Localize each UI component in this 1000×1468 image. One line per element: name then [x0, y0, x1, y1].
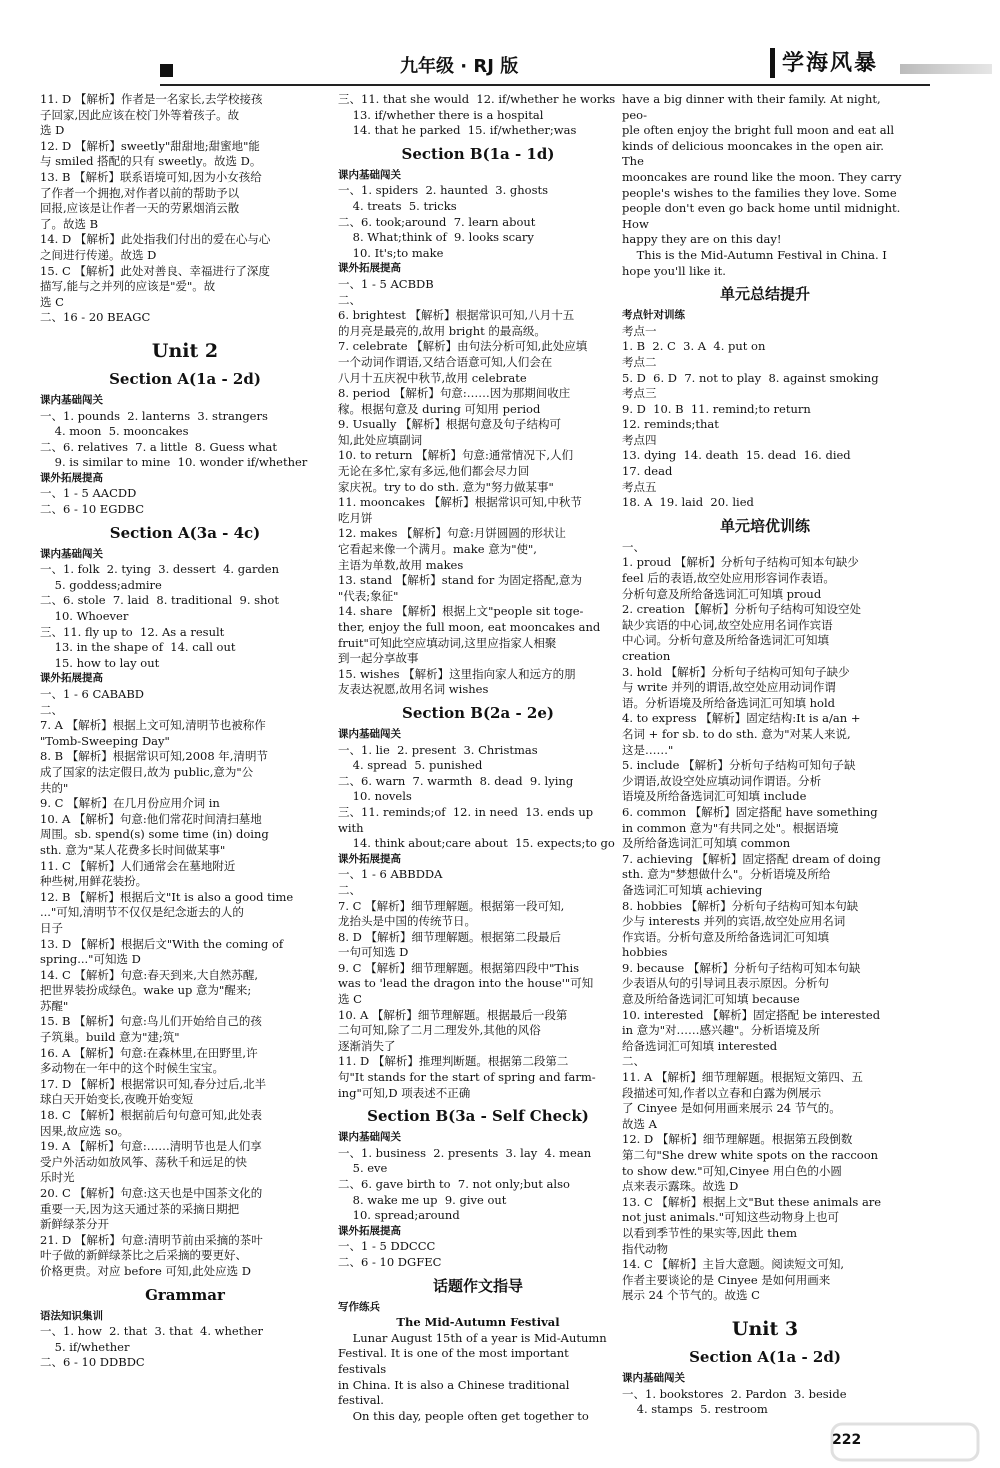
answer-line: 考点三	[622, 386, 657, 401]
answer-line: 5. include 【解析】分析句子结构可知句子缺	[622, 758, 856, 773]
answer-line: 4. stamps 5. restroom	[622, 1402, 768, 1417]
answer-line: 之间进行传递。故选 D	[40, 247, 157, 262]
answer-line: 展示 24 个节气的。故选 C	[622, 1288, 760, 1303]
answer-line: in 意为"对……感兴趣"。分析语境及所	[622, 1023, 820, 1038]
answer-line: 2. creation 【解析】分析句子结构可知设空处	[622, 602, 862, 617]
answer-line: 5. eve	[338, 1161, 388, 1176]
answer-line: 11. D 【解析】作者是一名家长,去学校接孩	[40, 92, 263, 106]
header-grade: 九年级 · RJ 版	[400, 56, 519, 77]
answer-line: 10. Whoever	[40, 609, 129, 624]
answer-line: 一、	[622, 539, 645, 554]
subsection-label: 课内基础闯关	[40, 547, 103, 560]
answer-line: 16. A 【解析】句意:在森林里,在田野里,许	[40, 1045, 258, 1060]
answer-line: 知,此处应填副词	[338, 432, 423, 447]
answer-line: sth. 意为"梦想做什么"。分析语境及所给	[622, 867, 831, 882]
answer-line: 7. celebrate 【解析】由句法分析可知,此处应填	[338, 339, 588, 354]
section-heading: Section B(1a - 1d)	[401, 144, 555, 163]
answer-line: 少谓语,故设空处应填动词作谓语。分析	[622, 773, 822, 788]
answer-line: 1. B 2. C 3. A 4. put on	[622, 339, 766, 354]
answer-line: 名词 + for sb. to do sth. 意为"对某人来说,	[622, 726, 851, 741]
section-heading: Section A(1a - 2d)	[689, 1347, 841, 1366]
answer-line: 8. wake me up 9. give out	[338, 1192, 507, 1207]
answer-line: 二、6 - 10 DDBDC	[40, 1355, 145, 1370]
subsection-label: 课外拓展提高	[40, 471, 103, 484]
answer-line: 10. novels	[338, 789, 412, 804]
answer-line: 一、1. business 2. presents 3. lay 4. mean	[338, 1145, 592, 1160]
answer-line: 20. C 【解析】句意:这天也是中国茶文化的	[40, 1186, 263, 1200]
answer-line: 三、11. that she would 12. if/whether he works	[338, 92, 616, 106]
answer-line: ing"可知,D 项表述不正确	[338, 1085, 471, 1100]
section-heading: Section B(2a - 2e)	[402, 703, 554, 722]
answer-line: 13. D 【解析】根据后文"With the coming of	[40, 936, 284, 951]
answer-line: 13. dying 14. death 15. dead 16. died	[622, 448, 851, 463]
answer-line: 缺少宾语的中心词,故空处应用名词作宾语	[622, 617, 833, 632]
answer-line: 二、	[622, 1054, 645, 1069]
answer-line: 15. C 【解析】此处对善良、幸福进行了深度	[40, 263, 270, 278]
answer-line: 11. mooncakes 【解析】根据常识可知,中秋节	[338, 495, 582, 510]
answer-line: 二、6. warn 7. warmth 8. dead 9. lying	[338, 773, 574, 788]
subsection-label: 写作练兵	[338, 1300, 380, 1313]
answer-line: 把世界装扮成绿色。wake up 意为"醒来;	[40, 983, 252, 998]
answer-line: 10. A 【解析】句意:他们常花时间清扫墓地	[40, 811, 262, 826]
answer-line: 了 Cinyee 是如何用画来展示 24 节气的。	[622, 1101, 841, 1116]
answer-line: 多动物在一年中的这个时候生宝宝。	[40, 1061, 224, 1076]
answer-line: 15. wishes 【解析】这里指向家人和远方的朋	[338, 666, 576, 681]
answer-line: 它看起来像一个满月。make 意为"使",	[338, 542, 537, 557]
answer-line: 重要一天,因为这天通过茶的采摘日期把	[40, 1201, 240, 1216]
answer-line: 二句可知,除了二月二理发外,其他的风俗	[338, 1023, 541, 1038]
section-heading: Grammar	[145, 1285, 225, 1304]
header-rule	[160, 84, 930, 86]
answer-column-middle	[338, 92, 618, 1424]
answer-line: 因果,故应选 so。	[40, 1123, 130, 1138]
answer-line: Lunar August 15th of a year is Mid-Autumn	[338, 1330, 607, 1345]
answer-line: was to 'lead the dragon into the house'"可知	[338, 976, 594, 991]
section-heading: Section A(3a - 4c)	[109, 523, 261, 542]
answer-line: 叶子做的新鲜绿茶比之后采摘的要更好、	[40, 1248, 247, 1263]
answer-line: 8. D 【解析】细节理解题。根据第二段最后	[338, 929, 562, 944]
answer-line: 14. share 【解析】根据上文"people sit toge-	[338, 604, 584, 619]
brand-logo-text: 学海风暴	[782, 51, 879, 76]
answer-line: people's wishes to the families they love. Some	[622, 185, 897, 200]
answer-line: happy they are on this day!	[622, 232, 782, 247]
answer-line: 语。分析语境及所给备选词汇可知填 hold	[622, 695, 836, 710]
answer-line: feel 后的表语,故空处应用形容词作表语。	[622, 571, 835, 586]
answer-line: 周围。sb. spend(s) some time (in) doing	[40, 827, 269, 842]
answer-line: 14. think about;care about 15. expects;to go	[338, 836, 615, 851]
subsection-label: 课内基础闯关	[338, 1131, 401, 1144]
answer-line: 家庆祝。try to do sth. 意为"努力做某事"	[338, 479, 554, 494]
answer-line: 与 smiled 搭配的只有 sweetly。故选 D。	[40, 154, 262, 169]
answer-line: 备选词汇可知填 achieving	[622, 882, 763, 897]
answer-line: 9. is similar to mine 10. wonder if/whether	[40, 455, 308, 470]
answer-line: 苏醒"	[40, 998, 69, 1013]
answer-line: 逐渐消失了	[338, 1038, 396, 1053]
answer-line: 7. C 【解析】细节理解题。根据第一段可知,	[338, 898, 565, 913]
answer-line: 一、1 - 6 CABABD	[40, 687, 145, 701]
answer-line: hope you'll like it.	[622, 263, 726, 278]
answer-line: 14. D 【解析】此处指我们付出的爱在心与心	[40, 232, 271, 247]
subsection-label: 语法知识集训	[40, 1309, 103, 1322]
answer-line: 二、	[40, 702, 63, 717]
section-heading: Section B(3a - Self Check)	[367, 1107, 589, 1126]
answer-line: 龙抬头是中国的传统节日。	[338, 914, 476, 929]
answer-line: 吃月饼	[338, 510, 373, 525]
answer-line: 4. treats 5. tricks	[338, 198, 457, 213]
answer-line: 5. if/whether	[40, 1339, 130, 1354]
answer-line: 三、11. fly up to 12. As a result	[40, 624, 225, 639]
answer-line: 共的"	[40, 780, 69, 795]
answer-line: 17. D 【解析】根据常识可知,春分过后,北半	[40, 1076, 267, 1091]
answer-line: 4. to express 【解析】固定结构:It is a/an +	[622, 711, 861, 726]
answer-line: 11. D 【解析】推理判断题。根据第二段第二	[338, 1054, 569, 1069]
answer-line: 10. to return 【解析】句意:通常情况下,人们	[338, 448, 574, 463]
answer-line: 到一起分享故事	[338, 651, 419, 666]
answer-line: 语境及所给备选词汇可知填 include	[622, 789, 807, 804]
answer-line: 一、1. spiders 2. haunted 3. ghosts	[338, 183, 548, 198]
answer-line: 考点一	[622, 323, 657, 338]
answer-line: 日子	[40, 920, 63, 935]
answer-line: 无论在多忙,家有多远,他们都会尽力回	[338, 464, 530, 479]
subsection-label: 课外拓展提高	[338, 852, 401, 865]
answer-line: 句"It stands for the start of spring and farm-	[338, 1070, 596, 1085]
answer-line: 10. A 【解析】细节理解题。根据最后一段第	[338, 1007, 568, 1022]
answer-line: 8. hobbies 【解析】分析句子结构可知本句缺	[622, 898, 859, 913]
answer-line: 考点二	[622, 354, 657, 369]
answer-line: 15. B 【解析】句意:鸟儿们开始给自己的孩	[40, 1014, 262, 1029]
subsection-label: 课内基础闯关	[338, 168, 401, 181]
answer-line: 二、6. gave birth to 7. not only;but also	[338, 1177, 570, 1191]
answer-line: in China. It is also a Chinese traditional festival.	[338, 1377, 574, 1408]
answer-line: mooncakes are round like the moon. They carry	[622, 169, 902, 184]
answer-line: 6. brightest 【解析】根据常识可知,八月十五	[338, 308, 575, 323]
answer-line: 8. B 【解析】根据常识可知,2008 年,清明节	[40, 749, 268, 764]
answer-line: 17. dead	[622, 464, 673, 479]
answer-line: 作者主要谈论的是 Cinyee 是如何用画来	[622, 1272, 831, 1287]
answer-line: 7. A 【解析】根据上文可知,清明节也被称作	[40, 718, 266, 733]
answer-line: 考点四	[622, 432, 657, 447]
page-header	[0, 0, 1000, 96]
subsection-label: 课外拓展提高	[338, 1224, 401, 1237]
section-heading: 单元总结提升	[719, 285, 810, 304]
essay-title: The Mid-Autumn Festival	[396, 1315, 560, 1330]
answer-line: sth. 意为"某人花费多长时间做某事"	[40, 842, 226, 857]
answer-line: not just animals."可知这些动物身上也可	[622, 1210, 839, 1225]
answer-column-right	[622, 92, 908, 1418]
answer-line: 这是……"	[622, 742, 674, 757]
subsection-label: 课外拓展提高	[338, 262, 401, 275]
answer-line: 14. C 【解析】句意:春天到来,大自然苏醒,	[40, 967, 259, 982]
answer-line: 主语为单数,故用 makes	[338, 557, 464, 572]
answer-line: 一、1. pounds 2. lanterns 3. strangers	[40, 408, 268, 423]
answer-line: 分析句意及所给备选词汇可知填 proud	[622, 586, 822, 601]
page-number: 222	[832, 1432, 862, 1448]
answer-line: ..."可知,清明节不仅仅是纪念逝去的人的	[40, 905, 244, 920]
answer-line: 一、1 - 5 DDCCC	[338, 1239, 436, 1254]
answer-line: 给备选词汇可知填 interested	[622, 1038, 778, 1053]
answer-line: 受户外活动如放风筝、荡秋千和远足的快	[40, 1154, 247, 1169]
answer-line: ple often enjoy the bright full moon and eat all	[622, 123, 895, 138]
answer-line: 的月亮是最亮的,故用 bright 的最高级。	[338, 323, 546, 338]
answer-line: 12. D 【解析】sweetly"甜甜地;甜蜜地"能	[40, 138, 260, 153]
unit-heading: Unit 2	[151, 339, 219, 362]
answer-line: 15. how to lay out	[40, 655, 160, 670]
answer-line: 12. B 【解析】根据后文"It is also a good time	[40, 889, 294, 904]
answer-line: 3. hold 【解析】分析句子结构可知句子缺少	[622, 664, 850, 679]
answer-line: 10. interested 【解析】固定搭配 be interested	[622, 1007, 881, 1022]
answer-line: 9. Usually 【解析】根据句意及句子结构可	[338, 417, 561, 432]
answer-line: 6. common 【解析】固定搭配 have something	[622, 804, 878, 819]
subsection-label: 课内基础闯关	[622, 1371, 685, 1384]
answer-line: 三、11. reminds;of 12. in need 13. ends up with	[338, 804, 597, 835]
answer-line: 新鲜绿茶分开	[40, 1217, 109, 1232]
answer-line: 成了国家的法定假日,故为 public,意为"公	[40, 764, 254, 779]
header-gradient-band	[900, 64, 992, 74]
answer-line: 子回家,因此应该在校门外等着孩子。故	[40, 107, 240, 122]
subsection-label: 课内基础闯关	[338, 727, 401, 740]
answer-line: 指代动物	[622, 1241, 668, 1256]
answer-line: 二、6. took;around 7. learn about	[338, 214, 536, 229]
answer-line: 18. A 19. laid 20. lied	[622, 495, 754, 510]
answer-line: 13. if/whether there is a hospital	[338, 107, 544, 122]
answer-line: 一、1 - 5 AACDD	[40, 486, 137, 501]
answer-line: 二、	[338, 292, 361, 307]
answer-line: 9. D 10. B 11. remind;to return	[622, 401, 811, 416]
answer-line: 及所给备选词汇可知填 common	[622, 836, 791, 851]
answer-line: 8. What;think of 9. looks scary	[338, 230, 534, 245]
answer-line: hobbies	[622, 945, 668, 960]
answer-line: ther, enjoy the full moon, eat mooncakes and	[338, 620, 601, 634]
answer-line: 少表语从句的引导词且表示原因。分析句	[622, 976, 829, 991]
answer-line: This is the Mid-Autumn Festival in China. I	[622, 247, 887, 262]
answer-line: 12. D 【解析】细节理解题。根据第五段倒数	[622, 1132, 853, 1147]
answer-line: 5. goddess;admire	[40, 577, 162, 592]
answer-line: 与 write 并列的谓语,故空处应用动词作谓	[622, 680, 836, 695]
answer-line: 八月十五庆祝中秋节,故用 celebrate	[338, 370, 527, 385]
answer-line: 以看到季节性的果实等,因此 them	[622, 1225, 798, 1240]
answer-line: 12. reminds;that	[622, 417, 719, 432]
brand-bar	[770, 48, 775, 78]
answer-line: 种些树,用鲜花装扮。	[40, 874, 148, 889]
answer-line: 9. C 【解析】在几月份应用介词 in	[40, 796, 220, 811]
answer-line: 19. A 【解析】句意:……清明节也是人们享	[40, 1139, 262, 1154]
answer-line: 13. stand 【解析】stand for 为固定搭配,意为	[338, 573, 583, 588]
answer-line: 14. C 【解析】主旨大意题。阅读短文可知,	[622, 1257, 845, 1272]
answer-line: 选 C	[40, 294, 64, 309]
answer-line: 了作者一个拥抱,对作者以前的帮助予以	[40, 185, 240, 200]
answer-line: 球白天开始变长,夜晚开始变短	[40, 1092, 194, 1107]
answer-line: 10. It's;to make	[338, 245, 444, 260]
answer-line: 少与 interests 并列的宾语,故空处应用名词	[622, 914, 846, 929]
answer-line: 稼。根据句意及 during 可知用 period	[338, 401, 541, 416]
answer-line: 11. C 【解析】人们通常会在墓地附近	[40, 858, 236, 873]
answer-line: in common 意为"有共同之处"。根据语境	[622, 820, 839, 835]
answer-line: 点来表示露珠。故选 D	[622, 1179, 739, 1194]
answer-line: 13. B 【解析】联系语境可知,因为小女孩给	[40, 169, 262, 184]
answer-line: 一、1. how 2. that 3. that 4. whether	[40, 1324, 264, 1339]
answer-line: spring..."可知选 D	[40, 952, 141, 967]
answer-column-left	[40, 92, 330, 1371]
watermark-logo	[830, 1418, 980, 1466]
answer-line: 描写,能与之并列的应该是"爱"。故	[40, 279, 216, 294]
section-heading: 单元培优训练	[719, 516, 810, 535]
answer-line: 4. moon 5. mooncakes	[40, 424, 189, 439]
answer-line: "Tomb-Sweeping Day"	[40, 733, 170, 748]
answer-line: 中心词。分析句意及所给备选词汇可知填	[622, 633, 829, 648]
unit-heading: Unit 3	[731, 1317, 799, 1340]
answer-line: 故选 A	[622, 1116, 657, 1131]
answer-line: 了。故选 B	[40, 216, 99, 231]
answer-line: 一、1 - 5 ACBDB	[338, 276, 434, 291]
answer-line: 9. because 【解析】分析句子结构可知本句缺	[622, 960, 861, 975]
answer-line: fruit"可知此空应填动词,这里应指家人相聚	[338, 635, 557, 650]
answer-line: to show dew."可知,Cinyee 用白色的小圆	[622, 1163, 842, 1178]
answer-line: have a big dinner with their family. At night, peo-	[622, 92, 885, 122]
answer-line: 作宾语。分析句意及所给备选词汇可知填	[622, 929, 829, 944]
header-square-mark	[160, 64, 173, 77]
answer-line: 一、1 - 6 ABBDDA	[338, 867, 443, 882]
answer-line: 价格更贵。对应 before 可知,此处应选 D	[40, 1263, 251, 1278]
answer-line: 二、6 - 10 EGDBC	[40, 502, 145, 517]
answer-line: 18. C 【解析】根据前后句句意可知,此处表	[40, 1108, 263, 1123]
answer-line: 14. that he parked 15. if/whether;was	[338, 123, 577, 138]
answer-line: 二、6. relatives 7. a little 8. Guess what	[40, 439, 278, 454]
answer-line: 一、1. lie 2. present 3. Christmas	[338, 742, 538, 757]
subsection-label: 考点针对训练	[622, 309, 685, 322]
answer-line: 意及所给备选词汇可知填 because	[622, 992, 800, 1007]
answer-line: kinds of delicious mooncakes in the open air. The	[622, 138, 888, 169]
answer-line: 21. D 【解析】句意:清明节前由采摘的茶叶	[40, 1232, 263, 1247]
answer-line: 子筑巢。build 意为"建;筑"	[40, 1030, 180, 1045]
answer-line: 段描述可知,作者以立春和白露为例展示	[622, 1085, 822, 1100]
answer-line: people don't even go back home until midnight. How	[622, 201, 904, 231]
answer-line: 11. A 【解析】细节理解题。根据短文第四、五	[622, 1070, 863, 1085]
answer-line: 一个动词作谓语,又结合语意可知,人们会在	[338, 354, 553, 369]
answer-line: 回报,应该是让作者一天的劳累烟消云散	[40, 201, 240, 216]
answer-line: 第二句"She drew white spots on the raccoon	[622, 1148, 879, 1162]
answer-line: On this day, people often get together to	[338, 1408, 589, 1423]
answer-line: "代表;象征"	[338, 588, 399, 603]
answer-line: 12. makes 【解析】句意:月饼圆圆的形状让	[338, 526, 566, 541]
answer-line: 友表达祝愿,故用名词 wishes	[338, 682, 489, 697]
answer-line: 13. C 【解析】根据上文"But these animals are	[622, 1194, 882, 1209]
answer-line: 选 C	[338, 992, 362, 1007]
answer-line: 9. C 【解析】细节理解题。根据第四段中"This	[338, 960, 580, 975]
answer-line: 二、6. stole 7. laid 8. traditional 9. shot	[40, 593, 279, 608]
answer-line: 二、16 - 20 BEAGC	[40, 310, 151, 325]
answer-line: 7. achieving 【解析】固定搭配 dream of doing	[622, 851, 881, 866]
answer-line: 二、6 - 10 DGFEC	[338, 1254, 442, 1269]
answer-line: 一、1. bookstores 2. Pardon 3. beside	[622, 1386, 847, 1401]
subsection-label: 课外拓展提高	[40, 672, 103, 685]
answer-line: 选 D	[40, 123, 65, 138]
answer-line: 一、1. folk 2. tying 3. dessert 4. garden	[40, 562, 280, 577]
answer-line: 1. proud 【解析】分析句子结构可知本句缺少	[622, 555, 859, 570]
answer-line: 8. period 【解析】句意:……因为那期间收庄	[338, 386, 571, 401]
answer-line: 5. D 6. D 7. not to play 8. against smoking	[622, 370, 879, 385]
answer-line: 一句可知选 D	[338, 945, 409, 960]
section-heading: Section A(1a - 2d)	[109, 369, 261, 388]
answer-line: 10. spread;around	[338, 1208, 460, 1223]
answer-line: 13. in the shape of 14. call out	[40, 640, 236, 655]
answer-line: Festival. It is one of the most important festivals	[338, 1346, 573, 1376]
answer-line: 4. spread 5. punished	[338, 758, 483, 773]
answer-line: 考点五	[622, 479, 657, 494]
answer-line: 二、	[338, 882, 361, 897]
answer-line: creation	[622, 649, 671, 663]
section-heading: 话题作文指导	[432, 1276, 523, 1295]
answer-line: 乐时光	[40, 1170, 75, 1185]
subsection-label: 课内基础闯关	[40, 393, 103, 406]
